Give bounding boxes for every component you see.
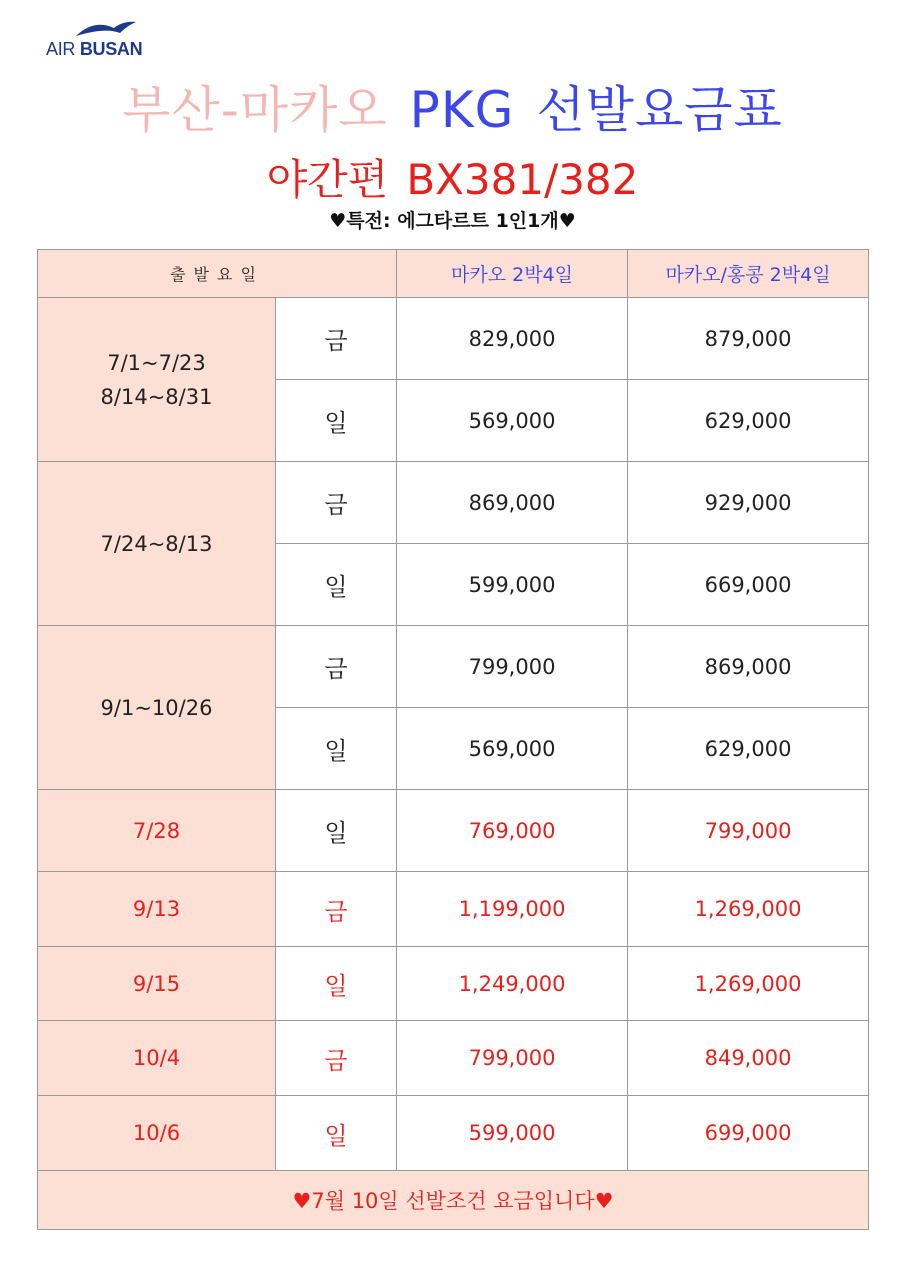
price-macau-hk: 879,000 [628, 298, 869, 380]
bonus-line: ♥특전: 에그타르트 1인1개♥ [329, 210, 576, 232]
date-range-cell [38, 298, 276, 462]
header-departure-day: 출발요일 [38, 250, 397, 298]
table-row [38, 298, 869, 380]
fare-table [37, 249, 869, 1230]
price-macau: 569,000 [397, 708, 628, 790]
day-cell: 일 [276, 380, 397, 462]
date-range-line: 8/14~8/31 [100, 384, 213, 409]
title-pkg: PKG [409, 81, 515, 139]
special-date-cell: 9/15 [38, 947, 276, 1021]
price-macau: 599,000 [397, 1096, 628, 1171]
price-macau: 599,000 [397, 544, 628, 626]
header-macau-hongkong: 마카오/홍콩 2박4일 [628, 250, 869, 298]
special-date-cell: 7/28 [38, 790, 276, 872]
logo-text [46, 39, 142, 60]
date-range-line: 7/1~7/23 [107, 350, 206, 375]
day-cell: 금 [276, 462, 397, 544]
price-macau-hk: 629,000 [628, 380, 869, 462]
air-busan-logo [46, 20, 146, 62]
title-fare: 선발요금표 [536, 81, 783, 139]
page-subtitle [0, 152, 905, 208]
price-macau-hk: 849,000 [628, 1021, 869, 1096]
day-cell: 금 [276, 1021, 397, 1096]
special-row [38, 872, 869, 947]
price-macau: 569,000 [397, 380, 628, 462]
special-row [38, 790, 869, 872]
footnote-row [38, 1171, 869, 1230]
special-date-cell: 9/13 [38, 872, 276, 947]
special-row [38, 1096, 869, 1171]
price-macau: 799,000 [397, 1021, 628, 1096]
header-macau: 마카오 2박4일 [397, 250, 628, 298]
date-range-cell [38, 626, 276, 790]
price-macau-hk: 1,269,000 [628, 947, 869, 1021]
price-macau-hk: 799,000 [628, 790, 869, 872]
price-macau: 869,000 [397, 462, 628, 544]
date-range-line: 9/1~10/26 [100, 695, 213, 720]
title-route: 부산-마카오 [122, 81, 388, 139]
day-cell: 일 [276, 790, 397, 872]
price-macau-hk: 699,000 [628, 1096, 869, 1171]
table-row [38, 462, 869, 544]
date-range-cell [38, 462, 276, 626]
price-macau-hk: 669,000 [628, 544, 869, 626]
price-macau-hk: 629,000 [628, 708, 869, 790]
table-row [38, 626, 869, 708]
price-macau: 769,000 [397, 790, 628, 872]
special-date-cell: 10/6 [38, 1096, 276, 1171]
day-cell: 일 [276, 1096, 397, 1171]
price-macau: 829,000 [397, 298, 628, 380]
day-cell: 금 [276, 872, 397, 947]
subtitle-type: 야간편 [266, 155, 389, 204]
price-macau-hk: 869,000 [628, 626, 869, 708]
subtitle-flight: BX381/382 [406, 155, 639, 204]
day-cell: 일 [276, 544, 397, 626]
date-range-line: 7/24~8/13 [100, 531, 213, 556]
day-cell: 일 [276, 708, 397, 790]
price-macau-hk: 929,000 [628, 462, 869, 544]
price-macau: 1,199,000 [397, 872, 628, 947]
footnote: ♥7월 10일 선발조건 요금입니다♥ [38, 1171, 869, 1230]
price-macau: 1,249,000 [397, 947, 628, 1021]
page-title [0, 78, 905, 142]
day-cell: 일 [276, 947, 397, 1021]
bird-icon [74, 20, 138, 40]
special-row [38, 1021, 869, 1096]
day-cell: 금 [276, 626, 397, 708]
day-cell: 금 [276, 298, 397, 380]
price-macau: 799,000 [397, 626, 628, 708]
logo-text-busan: BUSAN [79, 39, 143, 59]
special-date-cell: 10/4 [38, 1021, 276, 1096]
logo-text-air: AIR [46, 39, 80, 59]
table-header-row [38, 250, 869, 298]
special-row [38, 947, 869, 1021]
price-macau-hk: 1,269,000 [628, 872, 869, 947]
